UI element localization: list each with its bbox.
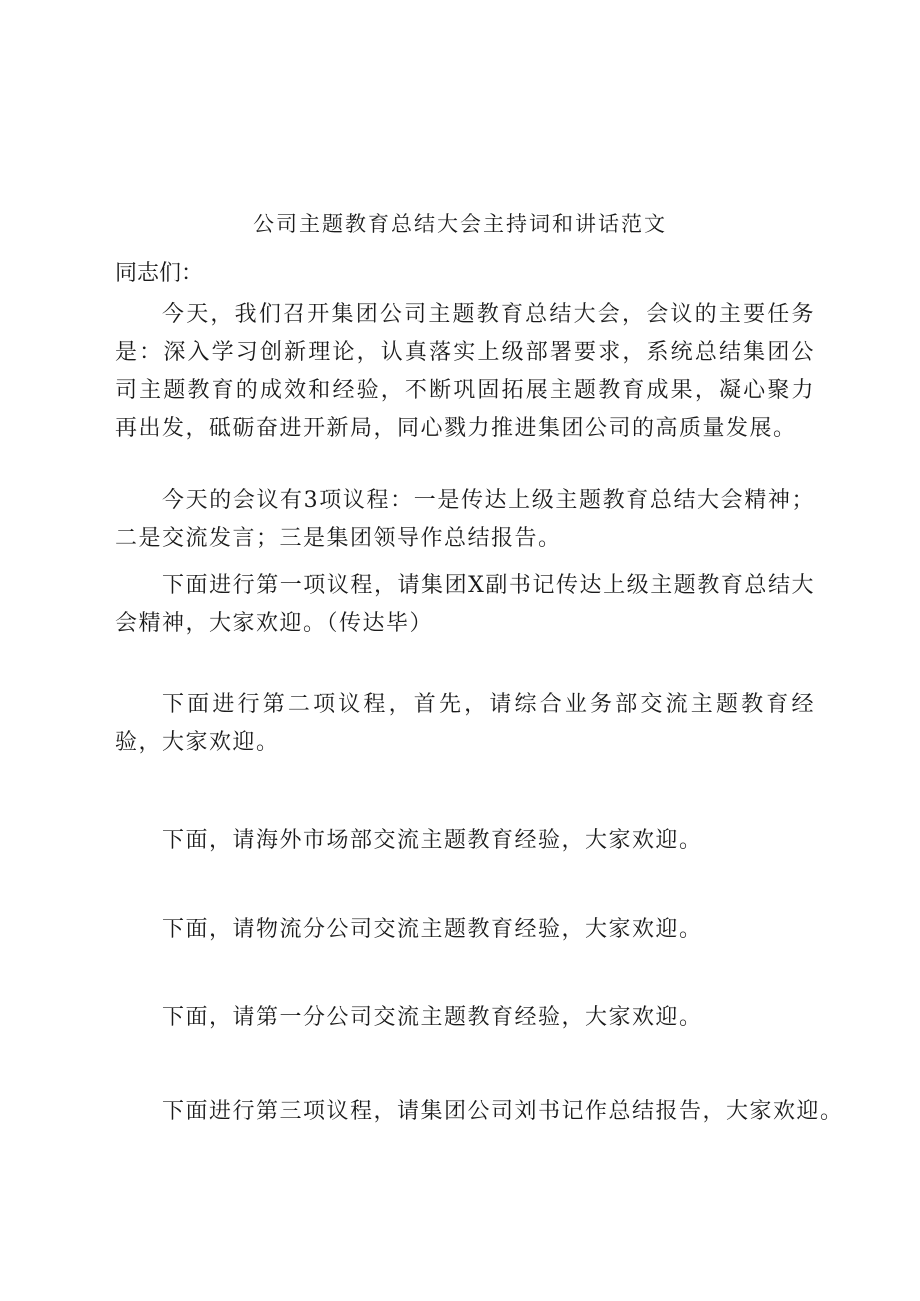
paragraph-agenda-item-1: 下面进行第一项议程，请集团X副书记传达上级主题教育总结大会精神，大家欢迎。（传达毕）: [115, 573, 815, 636]
paragraph-speaker-branch-one: 下面，请第一分公司交流主题教育经验，大家欢迎。: [162, 1005, 703, 1030]
paragraph-opening: 今天，我们召开集团公司主题教育总结大会，会议的主要任务是：深入学习创新理论，认真落实上级部署要求，系统总结集团公司主题教育的成效和经验，不断巩固拓展主题教育成果，凝心聚力再出发，砥砺奋进开新局，同心戮力推进集团公司的高质量发展。: [115, 302, 815, 441]
paragraph-agenda-item-2: 下面进行第二项议程，首先，请综合业务部交流主题教育经验，大家欢迎。: [115, 692, 815, 755]
paragraph-agenda: 今天的会议有3项议程：一是传达上级主题教育总结大会精神；二是交流发言；三是集团领导作总结报告。: [115, 488, 815, 551]
paragraph-speaker-logistics: 下面，请物流分公司交流主题教育经验，大家欢迎。: [162, 917, 703, 942]
salutation: 同志们：: [115, 261, 204, 286]
paragraph-agenda-item-3: 下面进行第三项议程，请集团公司刘书记作总结报告，大家欢迎。: [162, 1099, 844, 1124]
paragraph-speaker-overseas: 下面，请海外市场部交流主题教育经验，大家欢迎。: [162, 828, 703, 853]
document-title: 公司主题教育总结大会主持词和讲话范文: [253, 212, 667, 236]
